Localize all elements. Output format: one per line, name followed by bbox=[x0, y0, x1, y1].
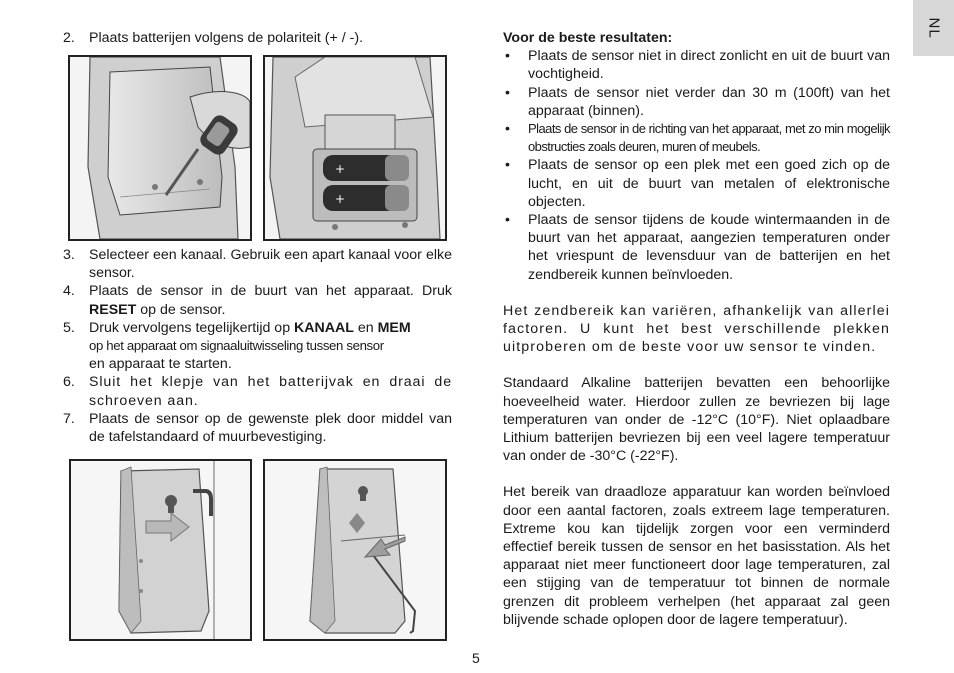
best-results-heading: Voor de beste resultaten: bbox=[503, 30, 673, 46]
tips-list bbox=[503, 47, 890, 284]
step-number: 2. bbox=[63, 30, 75, 46]
tip-text: Plaats de sensor in de richting van het apparaat, met zo min mogelijk obstructies zoals deuren, muren of meubels. bbox=[528, 121, 890, 155]
left-column-steps bbox=[63, 246, 452, 446]
step-text: Plaats de sensor op de gewenste plek door middel van de tafelstandaard of muurbevestiging. bbox=[89, 410, 452, 446]
battery-polarity-plus: + bbox=[335, 192, 346, 206]
wall-mount-illustration bbox=[71, 461, 250, 639]
figure-wall-mount bbox=[69, 459, 252, 641]
step-6 bbox=[63, 373, 452, 409]
bullet-icon: • bbox=[505, 157, 510, 174]
battery-polarity-plus: + bbox=[335, 162, 346, 176]
step-text-line3: en apparaat te starten. bbox=[89, 356, 232, 373]
page-number: 5 bbox=[472, 650, 480, 666]
step-4 bbox=[63, 282, 452, 318]
tip-text: Plaats de sensor niet verder dan 30 m (100ft) van het apparaat (binnen). bbox=[528, 84, 890, 119]
step-3 bbox=[63, 246, 452, 282]
bullet-icon: • bbox=[505, 212, 510, 229]
bullet-icon: • bbox=[505, 121, 510, 138]
reset-label: RESET bbox=[89, 301, 137, 318]
tip-item bbox=[503, 211, 890, 284]
bullet-icon: • bbox=[505, 84, 510, 101]
step-number: 5. bbox=[63, 319, 75, 336]
bullet-icon: • bbox=[505, 48, 510, 65]
step-text: Sluit het klepje van het batterijvak en draai de schroeven aan. bbox=[89, 374, 452, 409]
step-text-mid: en bbox=[353, 319, 378, 336]
figure-table-stand bbox=[263, 459, 447, 641]
step-2 bbox=[63, 29, 452, 47]
tip-text: Plaats de sensor niet in direct zonlicht en uit de buurt van vochtigheid. bbox=[528, 48, 890, 83]
step-number: 7. bbox=[63, 410, 75, 427]
table-stand-illustration bbox=[265, 461, 445, 639]
language-label: NL bbox=[925, 17, 943, 39]
step-number: 4. bbox=[63, 283, 75, 300]
step-text-pre: Plaats de sensor in de buurt van het apparaat. Druk bbox=[89, 283, 452, 300]
step-5 bbox=[63, 319, 452, 374]
step-text-post: op de sensor. bbox=[136, 301, 226, 318]
tip-item bbox=[503, 156, 890, 211]
range-paragraph: Het zendbereik kan variëren, afhankelijk van allerlei factoren. U kunt het best verschillende plekken uitproberen om de beste voor uw sensor te vinden. bbox=[503, 302, 890, 356]
figure-insert-batteries bbox=[263, 55, 447, 241]
battery-compartment-illustration bbox=[265, 57, 445, 239]
step-list bbox=[63, 246, 452, 446]
step-text-pre: Druk vervolgens tegelijkertijd op bbox=[89, 319, 295, 336]
figure-open-battery-cover bbox=[68, 55, 252, 241]
sensor-back-screwdriver-illustration bbox=[70, 57, 250, 239]
step-number: 6. bbox=[63, 374, 75, 391]
right-column bbox=[503, 29, 890, 629]
step-text-line2: op het apparaat om signaaluitwisseling tussen sensor bbox=[89, 338, 384, 354]
tip-item bbox=[503, 47, 890, 83]
left-column bbox=[63, 29, 452, 47]
tip-text: Plaats de sensor tijdens de koude wintermaanden in de buurt van het apparaat, aangezien temperaturen onder het vriespunt de levensduur van de batterijen en het zendbereik kunnen beïnvloeden. bbox=[528, 212, 890, 283]
tip-item bbox=[503, 120, 890, 156]
mem-label: MEM bbox=[377, 319, 411, 336]
battery-paragraph: Standaard Alkaline batterijen bevatten een behoorlijke hoeveelheid water. Hierdoor zullen ze bevriezen bij lage temperaturen van onder de -12°C (10°F). Niet oplaadbare Lithium batterijen bevriezen bij een veel lagere temperatuur van onder de -30°C (-22°F). bbox=[503, 375, 890, 465]
step-7 bbox=[63, 410, 452, 446]
step-text: Plaats batterijen volgens de polariteit (+ / -). bbox=[89, 30, 364, 46]
language-tab bbox=[913, 0, 954, 56]
kanaal-label: KANAAL bbox=[294, 319, 354, 336]
step-text: Selecteer een kanaal. Gebruik een apart kanaal voor elke sensor. bbox=[89, 247, 452, 282]
step-list-top bbox=[63, 29, 452, 47]
step-number: 3. bbox=[63, 247, 75, 263]
tip-item bbox=[503, 84, 890, 120]
cold-range-paragraph: Het bereik van draadloze apparatuur kan worden beïnvloed door een aantal factoren, zoals extreem lage temperaturen. Extreme kou kan tijdelijk zorgen voor een verminderd effectief bereik tussen de sensor en het basisstation. Als het apparaat niet meer functioneert door lage temperaturen, zal een stijging van de temperatuur tot binnen de normale grenzen dit probleem verhelpen (het apparaat zal geen blijvende schade oplopen door de lagere temperatuur). bbox=[503, 484, 890, 628]
tip-text: Plaats de sensor op een plek met een goed zich op de lucht, en uit de buurt van metalen of elektronische objecten. bbox=[528, 157, 890, 210]
